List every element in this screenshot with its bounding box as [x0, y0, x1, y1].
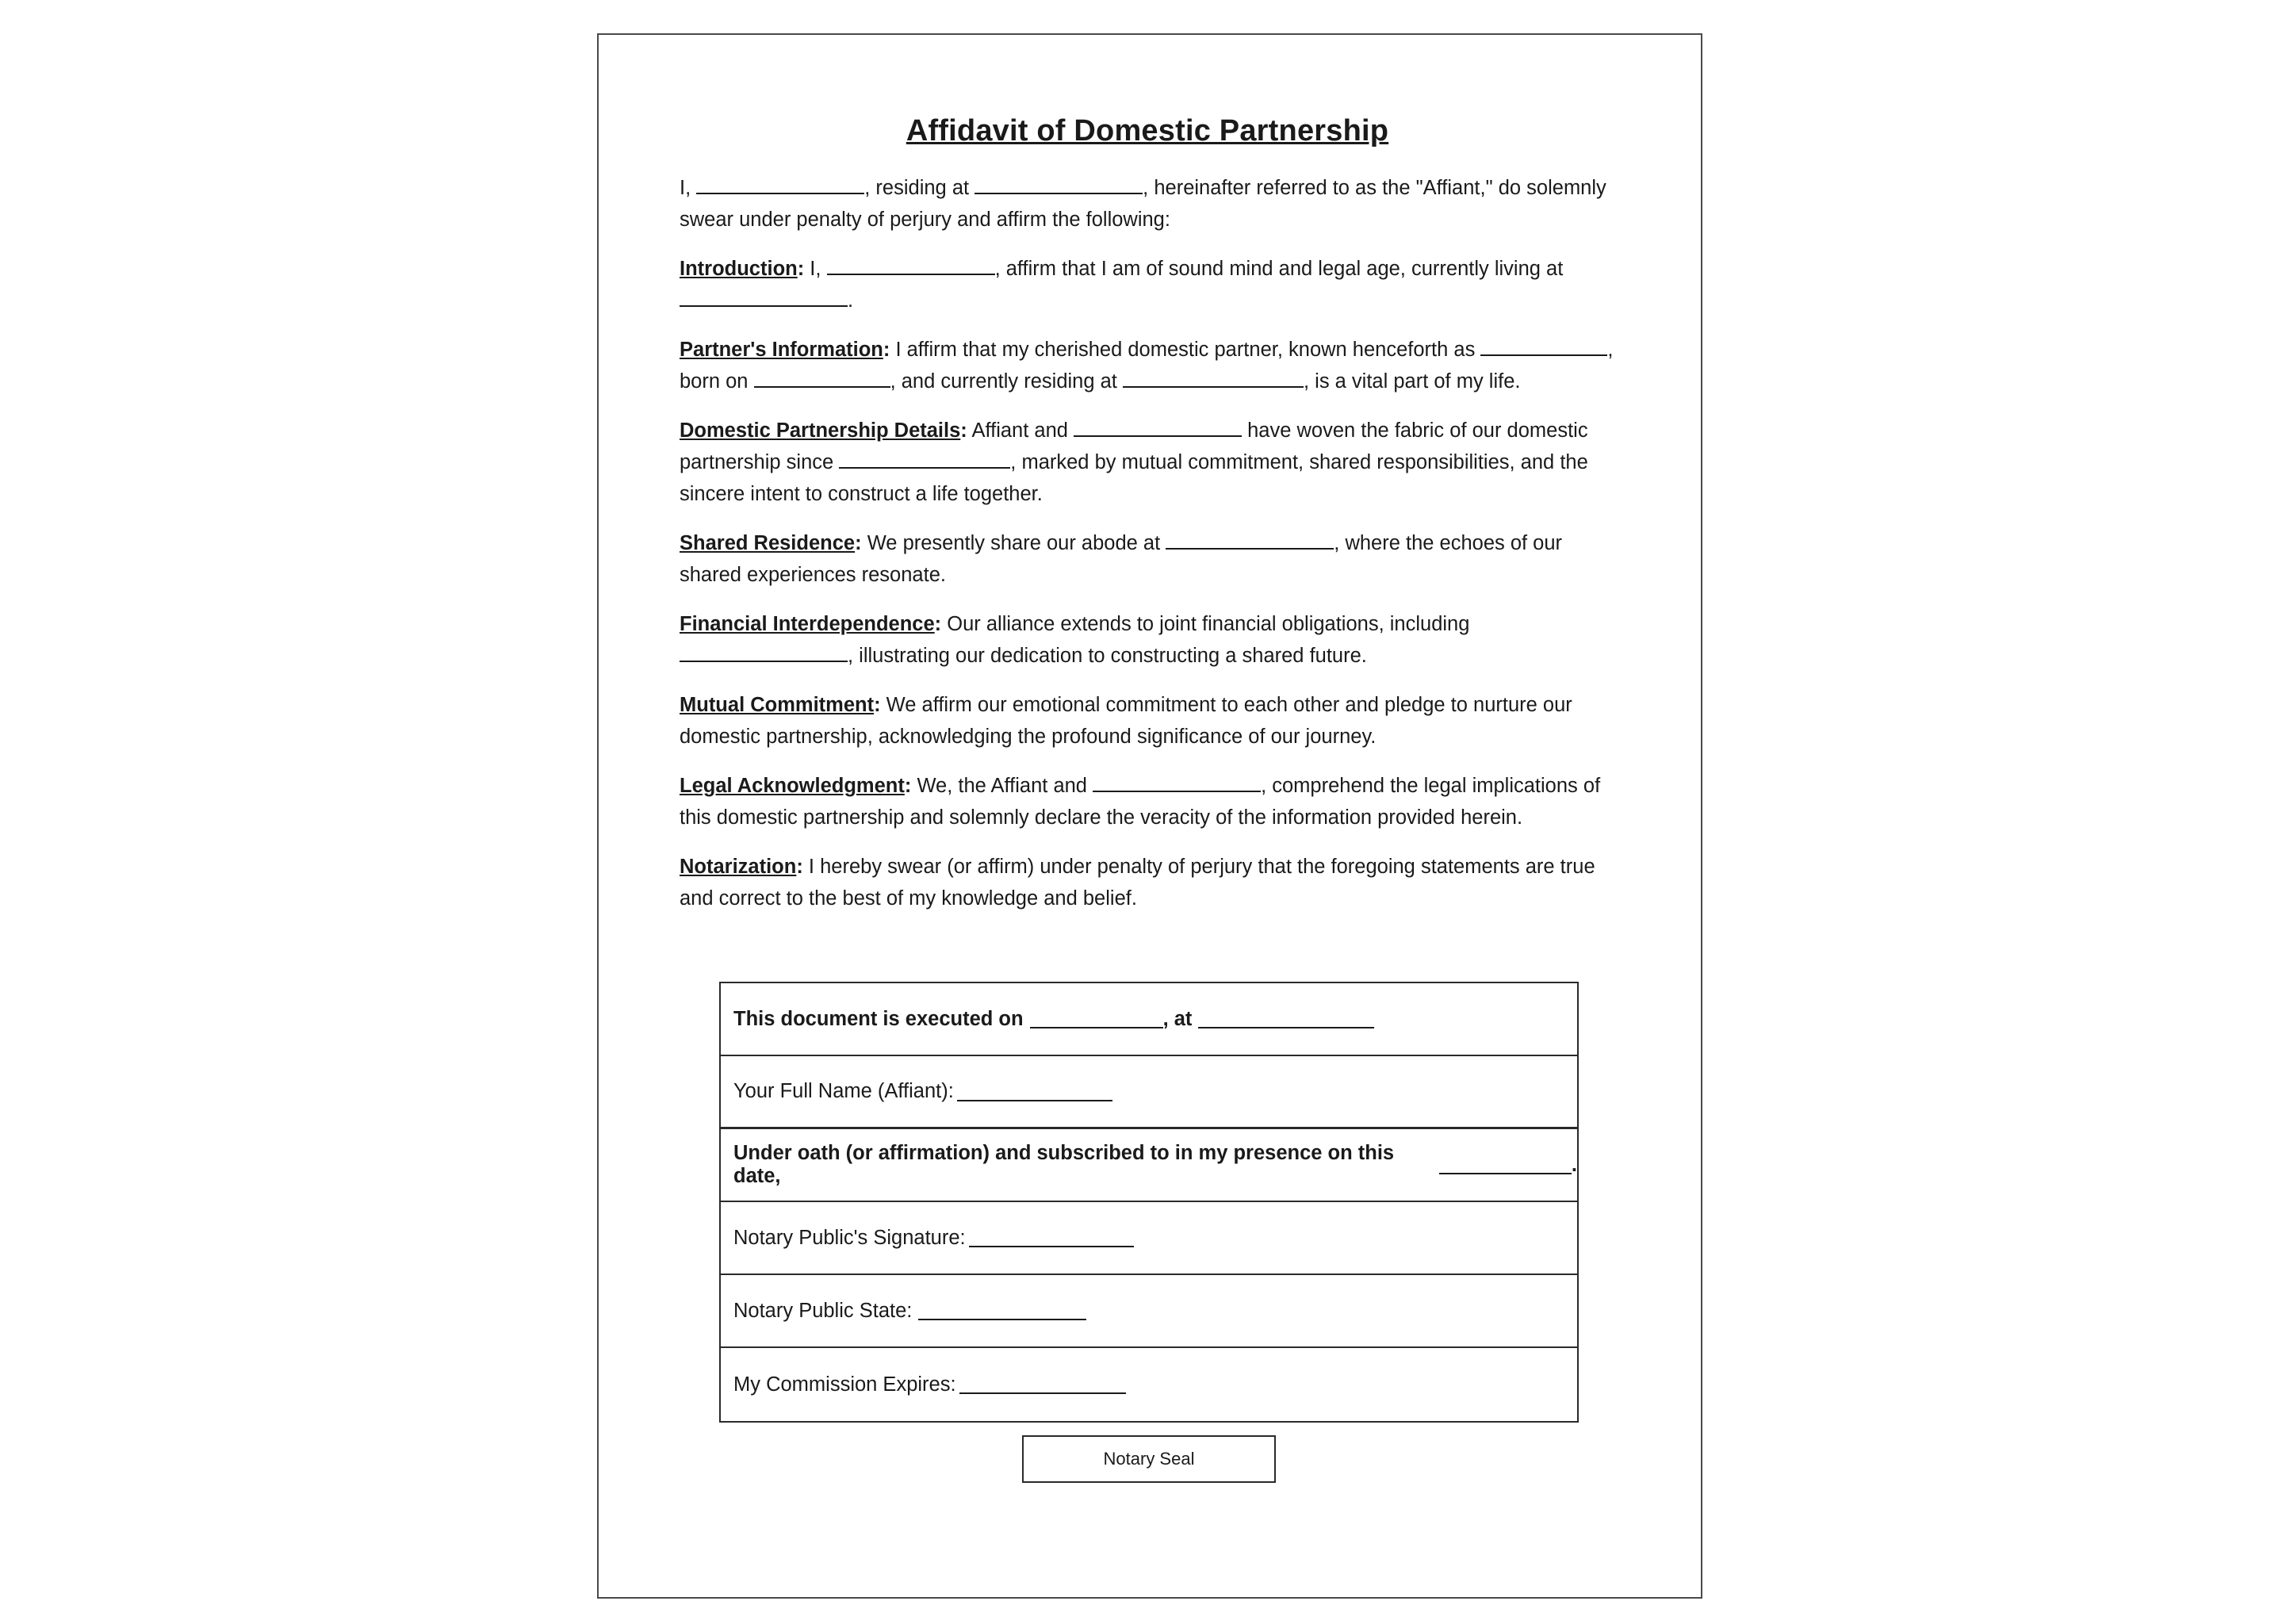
intro-paragraph: I, , residing at , hereinafter referred to as the "Affiant," do solemnly swear under penalty of perjury and affirm the following: — [680, 177, 1606, 231]
execution-date-blank[interactable] — [1030, 1009, 1163, 1028]
affiant-name-blank[interactable] — [696, 175, 864, 194]
section-heading: Mutual Commitment — [680, 694, 875, 716]
oath-row: Under oath (or affirmation) and subscribed to in my presence on this date, . — [721, 1129, 1577, 1202]
execution-table — [719, 982, 1579, 1423]
notary-state-blank[interactable] — [918, 1301, 1086, 1320]
details-section: Domestic Partnership Details: Affiant and have woven the fabric of our domestic partnership since , marked by mutual commitment, shared responsibilities, and the sincere intent to construct a life together. — [680, 419, 1588, 505]
notary-state-row: Notary Public State: — [721, 1275, 1577, 1348]
notary-seal-box: Notary Seal — [1022, 1435, 1276, 1483]
legal-section: Legal Acknowledgment: We, the Affiant and , comprehend the legal implications of this domestic partnership and solemnly declare the veracity of the information provided herein. — [680, 775, 1601, 829]
partner-birthdate-blank[interactable] — [754, 369, 890, 388]
partnership-since-blank[interactable] — [839, 450, 1010, 469]
section-heading: Introduction — [680, 258, 798, 280]
section-heading: Domestic Partnership Details — [680, 419, 961, 442]
execution-date-row: This document is executed on , at — [721, 983, 1577, 1056]
section-heading: Financial Interdependence — [680, 613, 935, 635]
notary-signature-blank[interactable] — [969, 1228, 1134, 1247]
partner-address-blank[interactable] — [1123, 369, 1304, 388]
section-heading: Shared Residence — [680, 532, 856, 554]
financial-obligations-blank[interactable] — [680, 643, 848, 662]
legal-partner-blank[interactable] — [1093, 773, 1261, 792]
section-heading: Partner's Information — [680, 339, 883, 361]
affiant-address-blank[interactable] — [975, 175, 1143, 194]
commission-expires-row: My Commission Expires: — [721, 1348, 1577, 1421]
financial-section: Financial Interdependence: Our alliance extends to joint financial obligations, including , illustrating our dedication to constructing a shared future. — [680, 613, 1470, 667]
full-name-blank[interactable] — [957, 1082, 1112, 1101]
introduction-section: Introduction: I, , affirm that I am of sound mind and legal age, currently living at . — [680, 258, 1564, 312]
partner-name-blank[interactable] — [1480, 337, 1607, 356]
commission-expires-blank[interactable] — [959, 1375, 1126, 1394]
residence-section: Shared Residence: We presently share our abode at , where the echoes of our shared experiences resonate. — [680, 532, 1563, 586]
document-page — [597, 33, 1702, 1599]
oath-date-blank[interactable] — [1439, 1155, 1572, 1174]
introduction-address-blank[interactable] — [680, 288, 848, 307]
introduction-name-blank[interactable] — [827, 256, 995, 275]
document-body — [680, 114, 1615, 932]
section-heading: Legal Acknowledgment — [680, 775, 905, 797]
commitment-section: Mutual Commitment: We affirm our emotional commitment to each other and pledge to nurture our domestic partnership, acknowledging the profound significance of our journey. — [680, 694, 1572, 748]
section-heading: Notarization — [680, 856, 797, 878]
full-name-row: Your Full Name (Affiant): — [721, 1056, 1577, 1129]
details-partner-blank[interactable] — [1074, 418, 1242, 437]
document-title: Affidavit of Domestic Partnership — [906, 114, 1389, 147]
notary-signature-row: Notary Public's Signature: — [721, 1202, 1577, 1275]
partner-section: Partner's Information: I affirm that my cherished domestic partner, known henceforth as , born on , and currently residing at , is a vital part of my life. — [680, 339, 1614, 393]
notarization-section: Notarization: I hereby swear (or affirm) under penalty of perjury that the foregoing statements are true and correct to the best of my knowledge and belief. — [680, 856, 1595, 910]
shared-residence-blank[interactable] — [1166, 530, 1334, 550]
execution-place-blank[interactable] — [1198, 1009, 1374, 1028]
